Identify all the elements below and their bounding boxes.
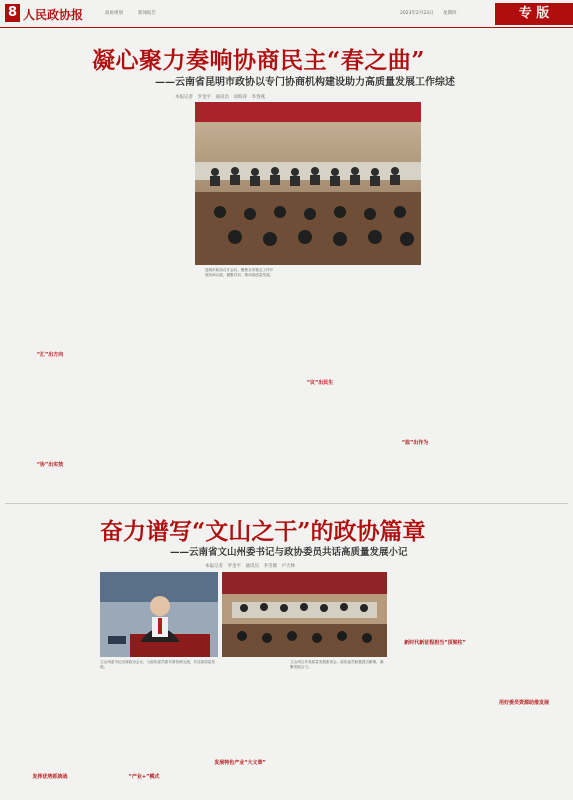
article2-text-col-1 [5, 572, 93, 772]
article2-subhead-3: 发展特色产业“大文章” [214, 760, 266, 766]
article2-title: 奋力谱写“文山之干”的政协篇章 [100, 518, 426, 545]
article-divider [5, 503, 568, 504]
article1-text-col-3 [195, 310, 283, 500]
article1-text-col-1 [5, 102, 93, 350]
article2-text-col-6 [484, 572, 568, 798]
article2-meeting-photo [222, 572, 387, 657]
article1-text-col-1b [5, 362, 93, 460]
article2-subhead-5: 用好委员资源助推发展 [498, 700, 549, 706]
article1-meeting-photo [195, 102, 421, 265]
article1-subhead-3: “议”出民生 [306, 380, 334, 386]
article2-subtitle: ——云南省文山州委书记与政协委员共话高质量发展小记 [170, 547, 408, 558]
article2-photo-caption: 文山州委书记出席政协会议，与政协委员面对面协商交流，共话高质量发展。 [100, 660, 215, 670]
article1-text-col-2 [99, 102, 191, 500]
article1-subhead-4: “监”出作为 [401, 440, 429, 446]
issue-date: 2023年2月23日 [400, 11, 434, 16]
article1-subhead-1: “汇”出方向 [36, 352, 64, 358]
article1-text-col-5 [383, 268, 471, 500]
header-link-1[interactable]: 新闻报告 [138, 11, 156, 16]
article2-byline: 本报记者 罗金平 通讯员 李雪薇 卢天林 [205, 564, 295, 569]
article2-text-col-1b [5, 784, 93, 798]
article2-speaker-photo [100, 572, 218, 657]
article2-subhead-1: 发挥优势抓统战 [32, 774, 68, 780]
article2-text-col-3 [194, 684, 286, 798]
article1-text-col-7 [480, 102, 568, 500]
article2-photo-caption-right: 文山州召开高质量发展座谈会，政协委员积极建言献策，凝聚发展合力。 [290, 660, 384, 670]
article2-subhead-2: “产业+”模式 [128, 774, 160, 780]
masthead [0, 0, 573, 28]
paper-name: 人民政协报 [23, 8, 84, 22]
article1-title: 凝心聚力奏响协商民主“春之曲” [92, 47, 425, 74]
section-label: 专 版 [495, 3, 573, 25]
article2-text-col-5 [390, 572, 478, 798]
article1-photo-caption: 昆明市政协召开会议，聚焦全市重点工作开展协商议政，凝聚共识，推动高质量发展。 [205, 268, 274, 278]
article1-subhead-2: “协”出实效 [36, 462, 64, 468]
page-number: 8 [5, 4, 20, 22]
article2-text-col-2 [100, 684, 188, 798]
article1-subtitle: ——云南省昆明市政协以专门协商机构建设助力高质量发展工作综述 [155, 77, 455, 88]
article2-subhead-4: 新时代新征程担当“顶梁柱” [404, 640, 466, 646]
header-link-0[interactable]: 政协规划 [105, 11, 123, 16]
article2-text-col-4 [292, 684, 384, 798]
article1-byline: 本报记者 罗金平 通讯员 刘海涛 李春燕 [175, 95, 265, 100]
issue-weekday: 星期四 [443, 11, 457, 16]
article1-text-col-1c [5, 472, 93, 502]
article1-text-col-6 [425, 102, 477, 262]
